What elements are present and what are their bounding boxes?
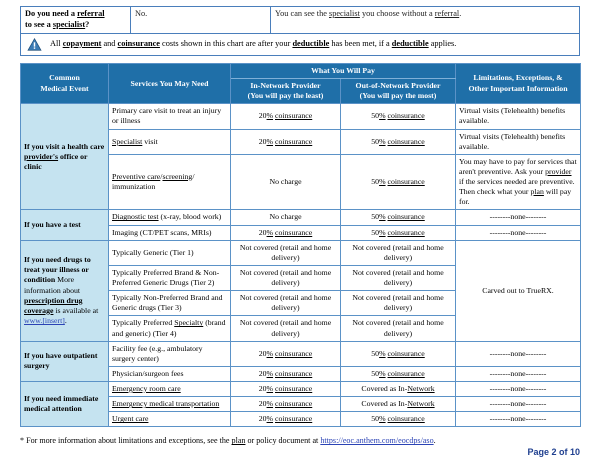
- service-tier-1: Typically Generic (Tier 1): [109, 240, 231, 265]
- out-network-preventive-care: 50% coinsurance: [341, 154, 456, 210]
- referral-note: You can see the specialist you choose without a referral.: [271, 7, 580, 34]
- limitations-emergency-room-care: --------none--------: [456, 382, 581, 397]
- service-primary-care: Primary care visit to treat an injury or illness: [109, 104, 231, 129]
- event-label-have-a-test: If you have a test: [21, 210, 109, 240]
- insert-link[interactable]: www.[insert]: [24, 315, 65, 325]
- referral-answer: No.: [131, 7, 271, 34]
- in-network-specialist-visit: 20% coinsurance: [231, 129, 341, 154]
- in-network-tier-2: Not covered (retail and home delivery): [231, 265, 341, 290]
- out-network-specialist-visit: 50% coinsurance: [341, 129, 456, 154]
- header-out-network: Out-of-Network Provider (You will pay the most): [341, 79, 456, 104]
- limitations-primary-care: Virtual visits (Telehealth) benefits available.: [456, 104, 581, 129]
- service-tier-4: Typically Preferred Specialty (brand and generic) (Tier 4): [109, 316, 231, 341]
- limitations-preventive-care: You may have to pay for services that aren't preventive. Ask your provider if the services needed are preventive. Then check what your plan will pay for.: [456, 154, 581, 210]
- service-specialist-visit: Specialist visit: [109, 129, 231, 154]
- header-row-1: [21, 63, 581, 78]
- table-row: [21, 341, 581, 366]
- header-what-you-will-pay: What You Will Pay: [231, 63, 456, 78]
- warning-triangle-icon: [27, 38, 42, 51]
- out-network-physician-surgeon-fees: 50% coinsurance: [341, 366, 456, 381]
- table-row: [21, 382, 581, 397]
- limitations-urgent-care: --------none--------: [456, 412, 581, 427]
- service-tier-2: Typically Preferred Brand & Non-Preferred Generic Drugs (Tier 2): [109, 265, 231, 290]
- out-network-tier-1: Not covered (retail and home delivery): [341, 240, 456, 265]
- out-network-tier-3: Not covered (retail and home delivery): [341, 291, 456, 316]
- benefits-table-header: [21, 63, 581, 103]
- service-tier-3: Typically Non-Preferred Brand and Generic drugs (Tier 3): [109, 291, 231, 316]
- limitations-specialist-visit: Virtual visits (Telehealth) benefits available.: [456, 129, 581, 154]
- page-number: Page 2 of 10: [527, 447, 580, 457]
- out-network-primary-care: 50% coinsurance: [341, 104, 456, 129]
- event-label-outpatient-surgery: If you have outpatient surgery: [21, 341, 109, 381]
- in-network-tier-4: Not covered (retail and home delivery): [231, 316, 341, 341]
- footnote-url-link[interactable]: https://eoc.anthem.com/eocdps/aso: [320, 436, 434, 446]
- footnote-middle: or policy document at: [245, 436, 321, 446]
- referral-row: [21, 7, 580, 34]
- in-network-tier-1: Not covered (retail and home delivery): [231, 240, 341, 265]
- out-network-facility-fee: 50% coinsurance: [341, 341, 456, 366]
- in-network-tier-3: Not covered (retail and home delivery): [231, 291, 341, 316]
- event-label-need-drugs: If you need drugs to treat your illness or condition More information about prescription drug coverage is available at www.[insert].: [21, 240, 109, 341]
- out-network-diagnostic-test: 50% coinsurance: [341, 210, 456, 225]
- in-network-emergency-room-care: 20% coinsurance: [231, 382, 341, 397]
- service-facility-fee: Facility fee (e.g., ambulatory surgery center): [109, 341, 231, 366]
- benefits-table-body: [21, 104, 581, 427]
- service-urgent-care: Urgent care: [109, 412, 231, 427]
- header-limitations: Limitations, Exceptions, & Other Important Information: [456, 63, 581, 103]
- deductible-alert-banner: [20, 34, 580, 56]
- in-network-primary-care: 20% coinsurance: [231, 104, 341, 129]
- out-network-urgent-care: 50% coinsurance: [341, 412, 456, 427]
- out-network-tier-4: Not covered (retail and home delivery): [341, 316, 456, 341]
- footnote-plan-word: plan: [231, 436, 246, 446]
- service-emergency-transportation: Emergency medical transportation: [109, 397, 231, 412]
- referral-table: [20, 6, 580, 34]
- footnote: [20, 436, 580, 447]
- table-row: [21, 210, 581, 225]
- in-network-urgent-care: 20% coinsurance: [231, 412, 341, 427]
- limitations-facility-fee: --------none--------: [456, 341, 581, 366]
- limitations-physician-surgeon-fees: --------none--------: [456, 366, 581, 381]
- limitations-diagnostic-test: --------none--------: [456, 210, 581, 225]
- out-network-imaging: 50% coinsurance: [341, 225, 456, 240]
- benefits-table: [20, 63, 581, 428]
- in-network-emergency-transportation: 20% coinsurance: [231, 397, 341, 412]
- table-row: [21, 104, 581, 129]
- header-services: Services You May Need: [109, 63, 231, 103]
- in-network-diagnostic-test: No charge: [231, 210, 341, 225]
- header-in-network: In-Network Provider (You will pay the least): [231, 79, 341, 104]
- referral-question: Do you need a referral to see a specialist?: [21, 7, 131, 34]
- out-network-tier-2: Not covered (retail and home delivery): [341, 265, 456, 290]
- footnote-prefix: * For more information about limitations and exceptions, see the: [20, 436, 232, 446]
- event-label-immediate-attention: If you need immediate medical attention: [21, 382, 109, 427]
- footnote-suffix: .: [433, 436, 436, 446]
- limitations-drug-coverage: Carved out to TrueRX.: [456, 240, 581, 341]
- in-network-physician-surgeon-fees: 20% coinsurance: [231, 366, 341, 381]
- header-common-medical-event: Common Medical Event: [21, 63, 109, 103]
- limitations-imaging: --------none--------: [456, 225, 581, 240]
- in-network-imaging: 20% coinsurance: [231, 225, 341, 240]
- service-diagnostic-test: Diagnostic test (x-ray, blood work): [109, 210, 231, 225]
- out-network-emergency-room-care: Covered as In-Network: [341, 382, 456, 397]
- service-emergency-room-care: Emergency room care: [109, 382, 231, 397]
- in-network-facility-fee: 20% coinsurance: [231, 341, 341, 366]
- limitations-emergency-transportation: --------none--------: [456, 397, 581, 412]
- event-label-provider-office: If you visit a health care provider's office or clinic: [21, 104, 109, 210]
- service-physician-surgeon-fees: Physician/surgeon fees: [109, 366, 231, 381]
- in-network-preventive-care: No charge: [231, 154, 341, 210]
- table-row: [21, 240, 581, 265]
- service-preventive-care: Preventive care/screening/ immunization: [109, 154, 231, 210]
- deductible-alert-text: All copayment and coinsurance costs shown in this chart are after your deductible has been met, if a deductible applies.: [50, 38, 457, 48]
- out-network-emergency-transportation: Covered as In-Network: [341, 397, 456, 412]
- service-imaging: Imaging (CT/PET scans, MRIs): [109, 225, 231, 240]
